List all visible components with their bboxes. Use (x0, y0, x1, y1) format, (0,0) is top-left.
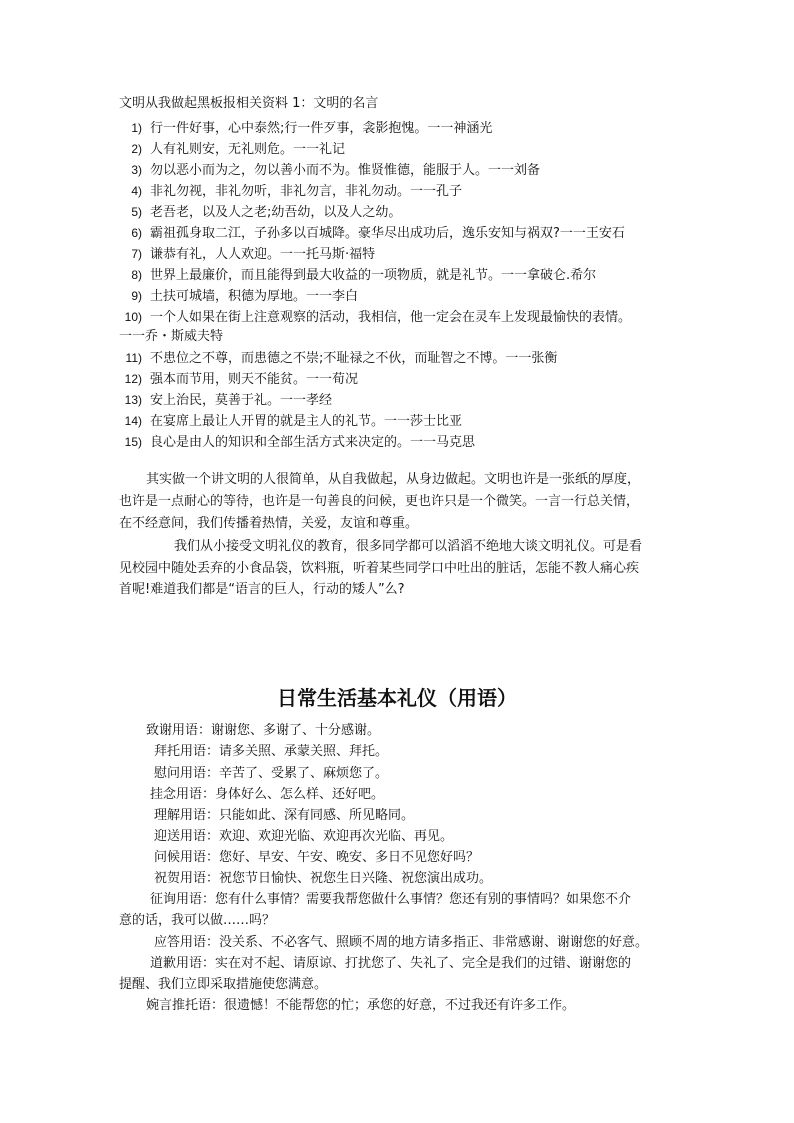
quote-item (112, 390, 332, 410)
paragraph-line: 其实做一个讲文明的人很简单，从自我做起，从身边做起。文明也许是一张纸的厚度， (146, 472, 641, 487)
quote-text: 不患位之不尊，而患德之不崇;不耻禄之不伙，而耻智之不博。一一张衡 (150, 351, 558, 366)
etiquette-line: 问候用语：您好、早安、午安、晚安、多日不见您好吗？ (154, 850, 480, 865)
quote-number: 5) (131, 205, 142, 219)
quote-number: 9) (131, 289, 142, 303)
quote-text: 一个人如果在街上注意观察的活动，我相信，他一定会在灵车上发现最愉快的表情。 (150, 310, 632, 325)
quote-number: 6) (131, 226, 142, 240)
quote-item (112, 265, 596, 285)
etiquette-line: 慰问用语：辛苦了、受累了、麻烦您了。 (154, 766, 389, 781)
quote-text: 勿以恶小而为之，勿以善小而不为。惟贤惟德，能服于人。一一刘备 (150, 163, 541, 178)
quote-item (112, 139, 345, 159)
quote-text: 安上治民，莫善于礼。一一孝经 (150, 393, 333, 408)
quote-number: 1) (131, 121, 142, 135)
quote-number: 15) (124, 435, 142, 449)
quote-item (112, 411, 462, 431)
etiquette-line: 迎送用语：欢迎、欢迎光临、欢迎再次光临、再见。 (154, 829, 454, 844)
quote-text: 世界上最廉价，而且能得到最大收益的一项物质，就是礼节。一一拿破仑.希尔 (150, 268, 597, 283)
quote-item (112, 369, 358, 389)
quote-number: 8) (131, 268, 142, 282)
page-title: 日常生活基本礼仪（用语） (277, 686, 517, 710)
paragraph-line: 首呢!难道我们都是“语言的巨人，行动的矮人”么? (119, 582, 405, 597)
quote-text: 霸祖孤身取二江，子孙多以百城降。豪华尽出成功后，逸乐安知与祸双?一一王安石 (150, 226, 625, 241)
quote-number: 2) (131, 142, 142, 156)
paragraph-line: 见校园中随处丢弃的小食品袋，饮料瓶，听着某些同学口中吐出的脏话，怎能不教人痛心疾 (119, 561, 640, 576)
quote-continuation: 一一乔・斯威夫特 (119, 329, 224, 344)
quote-number: 12) (124, 372, 142, 386)
quote-item (112, 223, 625, 243)
quote-number: 7) (131, 247, 142, 261)
etiquette-line: 征询用语：您有什么事情？需要我帮您做什么事情？您还有别的事情吗？如果您不介 (150, 892, 632, 907)
quote-text: 谦恭有礼，人人欢迎。一一托马斯·福特 (150, 247, 376, 262)
paragraph-line: 也许是一点耐心的等待，也许是一句善良的问候，更也许只是一个微笑。一言一行总关情， (119, 494, 640, 509)
quote-text: 非礼勿视，非礼勿听，非礼勿言，非礼勿动。一一孔子 (150, 184, 463, 199)
quote-number: 4) (131, 184, 142, 198)
quote-text: 良心是由人的知识和全部生活方式来决定的。一一马克思 (150, 435, 476, 450)
quote-item (112, 181, 462, 201)
paragraph-line: 在不经意间，我们传播着热情，关爱，友谊和尊重。 (119, 516, 419, 531)
quote-text: 老吾老，以及人之老;幼吾幼，以及人之幼。 (150, 205, 402, 220)
etiquette-line: 道歉用语：实在对不起、请原谅、打扰您了、失礼了、完全是我们的过错、谢谢您的 (150, 956, 632, 971)
quote-number: 3) (131, 163, 142, 177)
quote-item (112, 160, 540, 180)
section-heading: 文明从我做起黑板报相关资料 1：文明的名言 (119, 96, 379, 111)
etiquette-line: 祝贺用语：祝您节日愉快、祝您生日兴隆、祝您演出成功。 (154, 871, 493, 886)
etiquette-line: 提醒、我们立即采取措施使您满意。 (119, 977, 328, 992)
quote-number: 13) (124, 393, 142, 407)
quote-text: 在宴席上最让人开胃的就是主人的礼节。一一莎士比亚 (150, 414, 463, 429)
quote-item (112, 432, 475, 452)
etiquette-line: 理解用语：只能如此、深有同感、所见略同。 (154, 808, 415, 823)
quote-item (112, 286, 358, 306)
quote-item (112, 348, 557, 368)
etiquette-line: 意的话，我可以做……吗？ (119, 913, 276, 928)
quote-number: 10) (124, 310, 142, 324)
etiquette-line: 拜托用语：请多关照、承蒙关照、拜托。 (154, 744, 389, 759)
paragraph-line: 我们从小接受文明礼仪的教育，很多同学都可以滔滔不绝地大谈文明礼仪。可是看 (174, 539, 643, 554)
etiquette-line: 应答用语：没关系、不必客气、照顾不周的地方请多指正、非常感谢、谢谢您的好意。 (154, 935, 649, 950)
quote-text: 强本而节用，则天不能贫。一一荀况 (150, 372, 359, 387)
etiquette-line: 挂念用语：身体好么、怎么样、还好吧。 (150, 787, 385, 802)
quote-item (112, 202, 401, 222)
quote-number: 11) (125, 351, 142, 365)
etiquette-line: 婉言推托语：很遗憾！不能帮您的忙；承您的好意，不过我还有许多工作。 (146, 998, 576, 1013)
quote-text: 行一件好事，心中泰然;行一件歹事，衾影抱愧。一一神涵光 (150, 121, 493, 136)
quote-number: 14) (124, 414, 142, 428)
quote-item (112, 244, 375, 264)
etiquette-line: 致谢用语：谢谢您、多谢了、十分感谢。 (146, 723, 381, 738)
quote-item (112, 118, 492, 138)
quote-text: 土扶可城墙，积德为厚地。一一李白 (150, 289, 359, 304)
quote-text: 人有礼则安，无礼则危。一一礼记 (150, 142, 346, 157)
quote-item (112, 307, 631, 327)
